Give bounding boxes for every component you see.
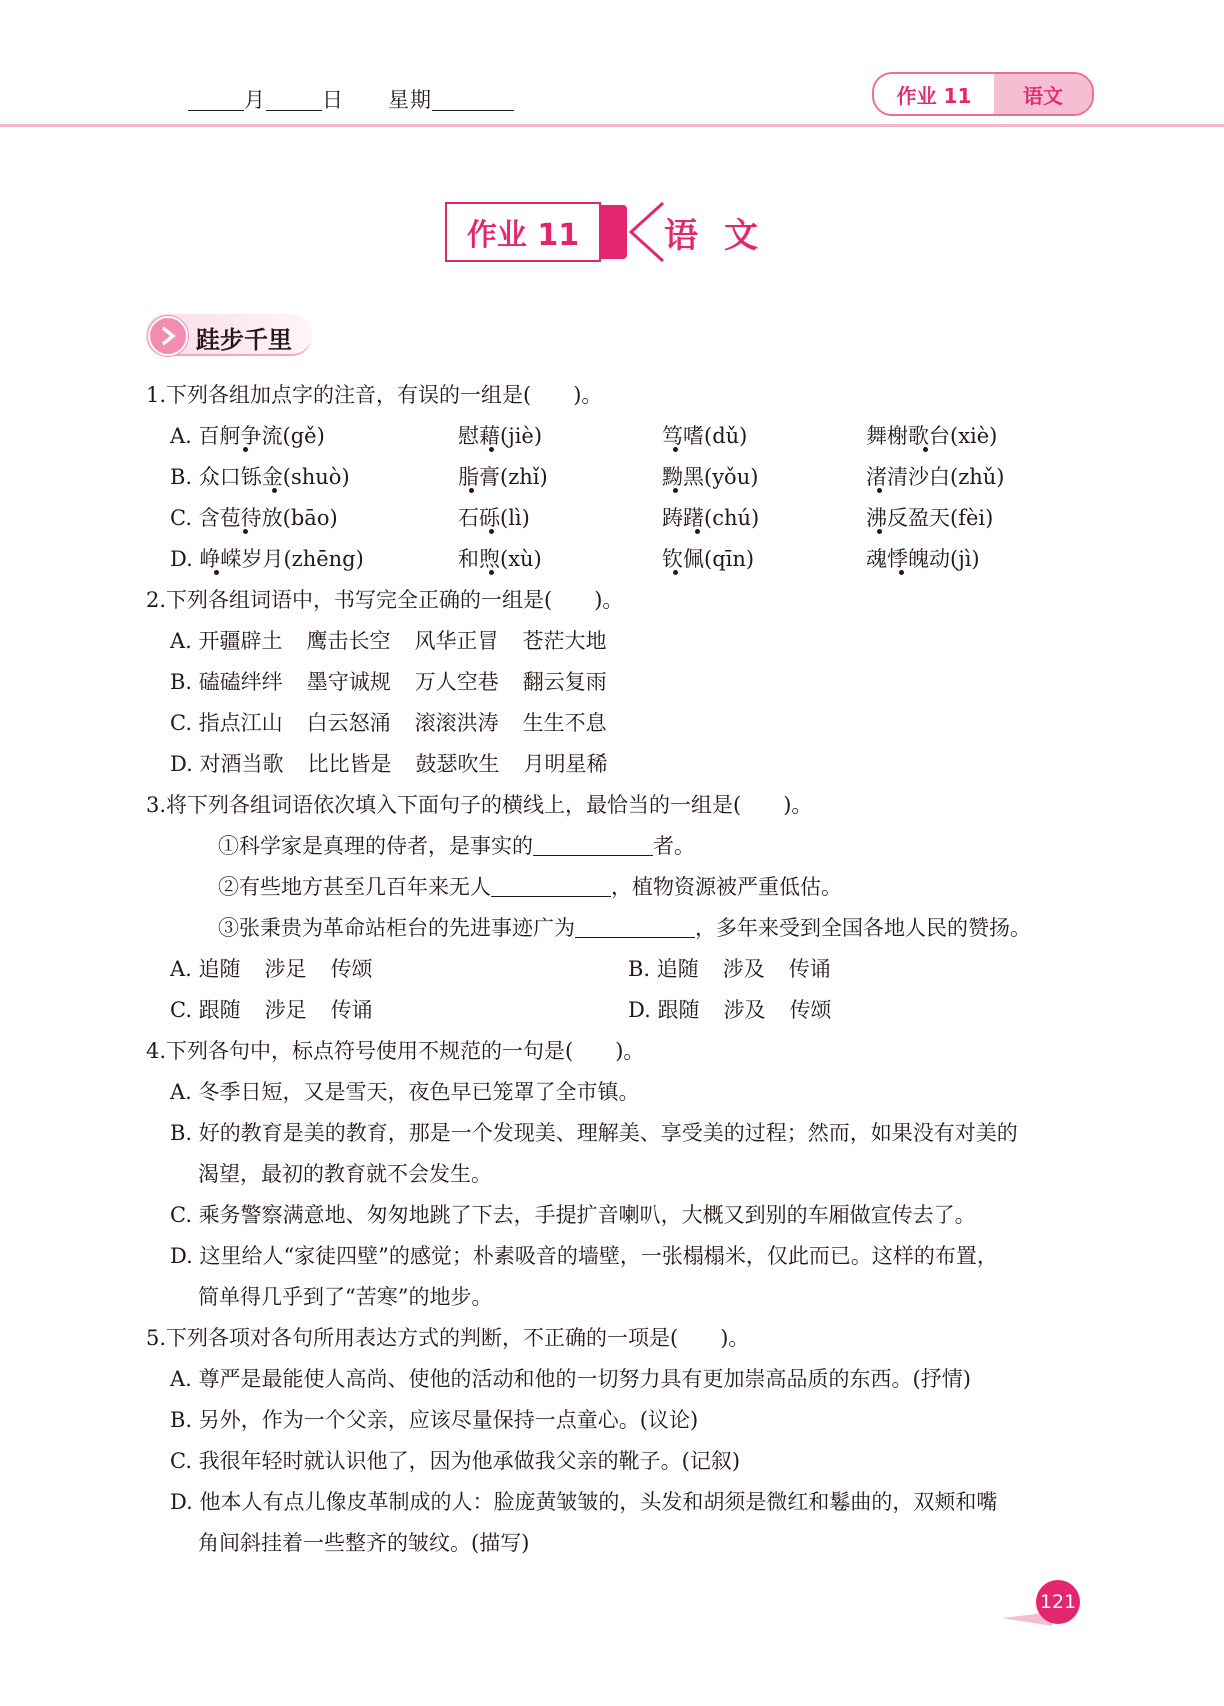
q4-option-a[interactable]: A. 冬季日短，又是雪天，夜色早已笼罩了全市镇。 — [170, 1080, 640, 1104]
chevron-left-icon — [627, 200, 667, 264]
q3-sentence-3 — [218, 913, 1031, 943]
q3-option-b[interactable] — [628, 954, 855, 984]
q3-c-word-3: 传诵 — [330, 998, 373, 1022]
title-subject: 语文 — [664, 216, 784, 256]
q2-c-word-2: 白云怒涌 — [306, 711, 391, 735]
q3-option-a[interactable] — [170, 954, 397, 984]
q1-option-d-2: 和煦(xù) — [458, 547, 542, 571]
q2-b-word-3: 万人空巷 — [414, 670, 499, 694]
q5-option-d[interactable]: D. 他本人有点儿像皮革制成的人：脸庞黄皱皱的，头发和胡须是微红和鬈曲的，双颊和嘴 — [170, 1490, 998, 1514]
q3-d-word-3: 传颂 — [789, 998, 832, 1022]
day-label: 日 — [322, 88, 344, 112]
q1-option-b-2: 脂膏(zhǐ) — [458, 465, 548, 489]
month-blank[interactable] — [188, 88, 244, 111]
chevron-right-icon — [160, 326, 176, 346]
q2-c-word-1: C. 指点江山 — [170, 711, 283, 735]
q2-b-word-2: 墨守诚规 — [306, 670, 391, 694]
q1-option-a-4: 舞榭歌台(xiè) — [866, 424, 998, 448]
q1-option-a-2: 慰藉(jiè) — [458, 424, 543, 448]
q4-option-d-cont: 简单得几乎到了“苦寒”的地步。 — [198, 1285, 493, 1309]
q2-option-c[interactable] — [170, 708, 631, 738]
q3-a-word-1: A. 追随 — [170, 957, 241, 981]
q3-s1-part-b: 者。 — [653, 834, 695, 858]
page-number: 121 — [1036, 1580, 1080, 1624]
title-hw: 作业 11 — [445, 202, 601, 262]
q3-s2-part-b: ，植物资源被严重低估。 — [611, 875, 842, 899]
q4-stem: 4.下列各句中，标点符号使用不规范的一句是( )。 — [146, 1039, 645, 1063]
q4-option-c[interactable]: C. 乘务警察满意地、匆匆地跳了下去，手提扩音喇叭，大概又到别的车厢做宣传去了。 — [170, 1203, 976, 1227]
q3-blank-1[interactable] — [533, 833, 653, 856]
q3-sentence-2 — [218, 872, 842, 902]
q3-s3-part-b: ，多年来受到全国各地人民的赞扬。 — [695, 916, 1031, 940]
day-blank[interactable] — [266, 88, 322, 111]
q1-option-c-3: 踌躇(chú) — [662, 506, 760, 530]
q1-option-c-2: 石砾(lì) — [458, 506, 530, 530]
header-rule — [0, 124, 1224, 127]
q3-option-d[interactable] — [628, 995, 855, 1025]
week-label: 星期 — [388, 88, 432, 112]
q1-option-c-1[interactable]: C. 含苞待放(bāo) — [170, 506, 338, 530]
q3-c-word-2: 涉足 — [264, 998, 307, 1022]
q2-d-word-3: 鼓瑟吹生 — [415, 752, 500, 776]
q3-b-word-1: B. 追随 — [628, 957, 699, 981]
q1-option-d-4: 魂悸魄动(jì) — [866, 547, 980, 571]
q1-stem: 1.下列各组加点字的注音，有误的一组是( )。 — [146, 383, 603, 407]
q2-c-word-3: 滚滚洪涛 — [414, 711, 499, 735]
q2-option-a[interactable] — [170, 626, 631, 656]
week-blank[interactable] — [432, 88, 514, 111]
q2-c-word-4: 生生不息 — [522, 711, 607, 735]
section-icon — [148, 316, 188, 356]
q5-option-c[interactable]: C. 我很年轻时就认识他了，因为他承做我父亲的靴子。(记叙) — [170, 1449, 741, 1473]
q3-a-word-2: 涉足 — [264, 957, 307, 981]
q2-b-word-4: 翻云复雨 — [522, 670, 607, 694]
header-badge — [872, 72, 1094, 116]
q5-option-b[interactable]: B. 另外，作为一个父亲，应该尽量保持一点童心。(议论) — [170, 1408, 699, 1432]
q3-d-word-2: 涉及 — [723, 998, 766, 1022]
q5-option-d-cont: 角间斜挂着一些整齐的皱纹。(描写) — [198, 1531, 530, 1555]
q2-b-word-1: B. 磕磕绊绊 — [170, 670, 283, 694]
q3-a-word-3: 传颂 — [330, 957, 373, 981]
q4-option-b[interactable]: B. 好的教育是美的教育，那是一个发现美、理解美、享受美的过程；然而，如果没有对美的 — [170, 1121, 1018, 1145]
q1-option-d-1[interactable]: D. 峥嵘岁月(zhēng) — [170, 547, 364, 571]
header-badge-hw: 作业 11 — [874, 74, 994, 114]
q3-blank-2[interactable] — [491, 874, 611, 897]
q3-b-word-3: 传诵 — [788, 957, 831, 981]
q2-d-word-2: 比比皆是 — [307, 752, 392, 776]
date-line — [188, 84, 514, 114]
q2-a-word-2: 鹰击长空 — [306, 629, 391, 653]
q2-a-word-1: A. 开疆辟土 — [170, 629, 283, 653]
q1-option-a-1[interactable] — [170, 421, 325, 451]
q3-stem: 3.将下列各组词语依次填入下面句子的横线上，最恰当的一组是( )。 — [146, 793, 813, 817]
q1-option-a-1-text: A. 百舸争流(gě) — [170, 424, 325, 448]
q3-s2-part-a: ②有些地方甚至几百年来无人 — [218, 875, 491, 899]
q2-stem: 2.下列各组词语中，书写完全正确的一组是( )。 — [146, 588, 624, 612]
q2-a-word-3: 风华正冒 — [414, 629, 499, 653]
q1-option-b-1[interactable]: B. 众口铄金(shuò) — [170, 465, 350, 489]
q1-option-c-4: 沸反盈天(fèi) — [866, 506, 994, 530]
q3-s1-part-a: ①科学家是真理的侍者，是事实的 — [218, 834, 533, 858]
q1-option-b-4: 渚清沙白(zhǔ) — [866, 465, 1005, 489]
q2-d-word-1: D. 对酒当歌 — [170, 752, 284, 776]
q2-a-word-4: 苍茫大地 — [522, 629, 607, 653]
q3-option-c[interactable] — [170, 995, 397, 1025]
q5-stem: 5.下列各项对各句所用表达方式的判断，不正确的一项是( )。 — [146, 1326, 750, 1350]
q4-option-d[interactable]: D. 这里给人“家徒四壁”的感觉；朴素吸音的墙壁，一张榻榻米，仅此而已。这样的布置， — [170, 1244, 998, 1268]
q1-option-a-3: 笃嗜(dǔ) — [662, 424, 748, 448]
q3-b-word-2: 涉及 — [722, 957, 765, 981]
q1-option-d-3: 钦佩(qīn) — [662, 547, 755, 571]
q4-option-b-cont: 渴望，最初的教育就不会发生。 — [198, 1162, 492, 1186]
q3-sentence-1 — [218, 831, 695, 861]
month-label: 月 — [244, 88, 266, 112]
title-tab-decoration — [601, 205, 627, 259]
header-badge-subject: 语文 — [994, 74, 1092, 114]
q3-s3-part-a: ③张秉贵为革命站柜台的先进事迹广为 — [218, 916, 575, 940]
q5-option-a[interactable]: A. 尊严是最能使人高尚、使他的活动和他的一切努力具有更加崇高品质的东西。(抒情) — [170, 1367, 971, 1391]
q3-d-word-1: D. 跟随 — [628, 998, 700, 1022]
q3-c-word-1: C. 跟随 — [170, 998, 241, 1022]
section-title: 跬步千里 — [196, 326, 292, 354]
q2-d-word-4: 月明星稀 — [523, 752, 608, 776]
q2-option-b[interactable] — [170, 667, 631, 697]
q3-blank-3[interactable] — [575, 915, 695, 938]
q2-option-d[interactable] — [170, 749, 631, 779]
q1-option-b-3: 黝黑(yǒu) — [662, 465, 759, 489]
